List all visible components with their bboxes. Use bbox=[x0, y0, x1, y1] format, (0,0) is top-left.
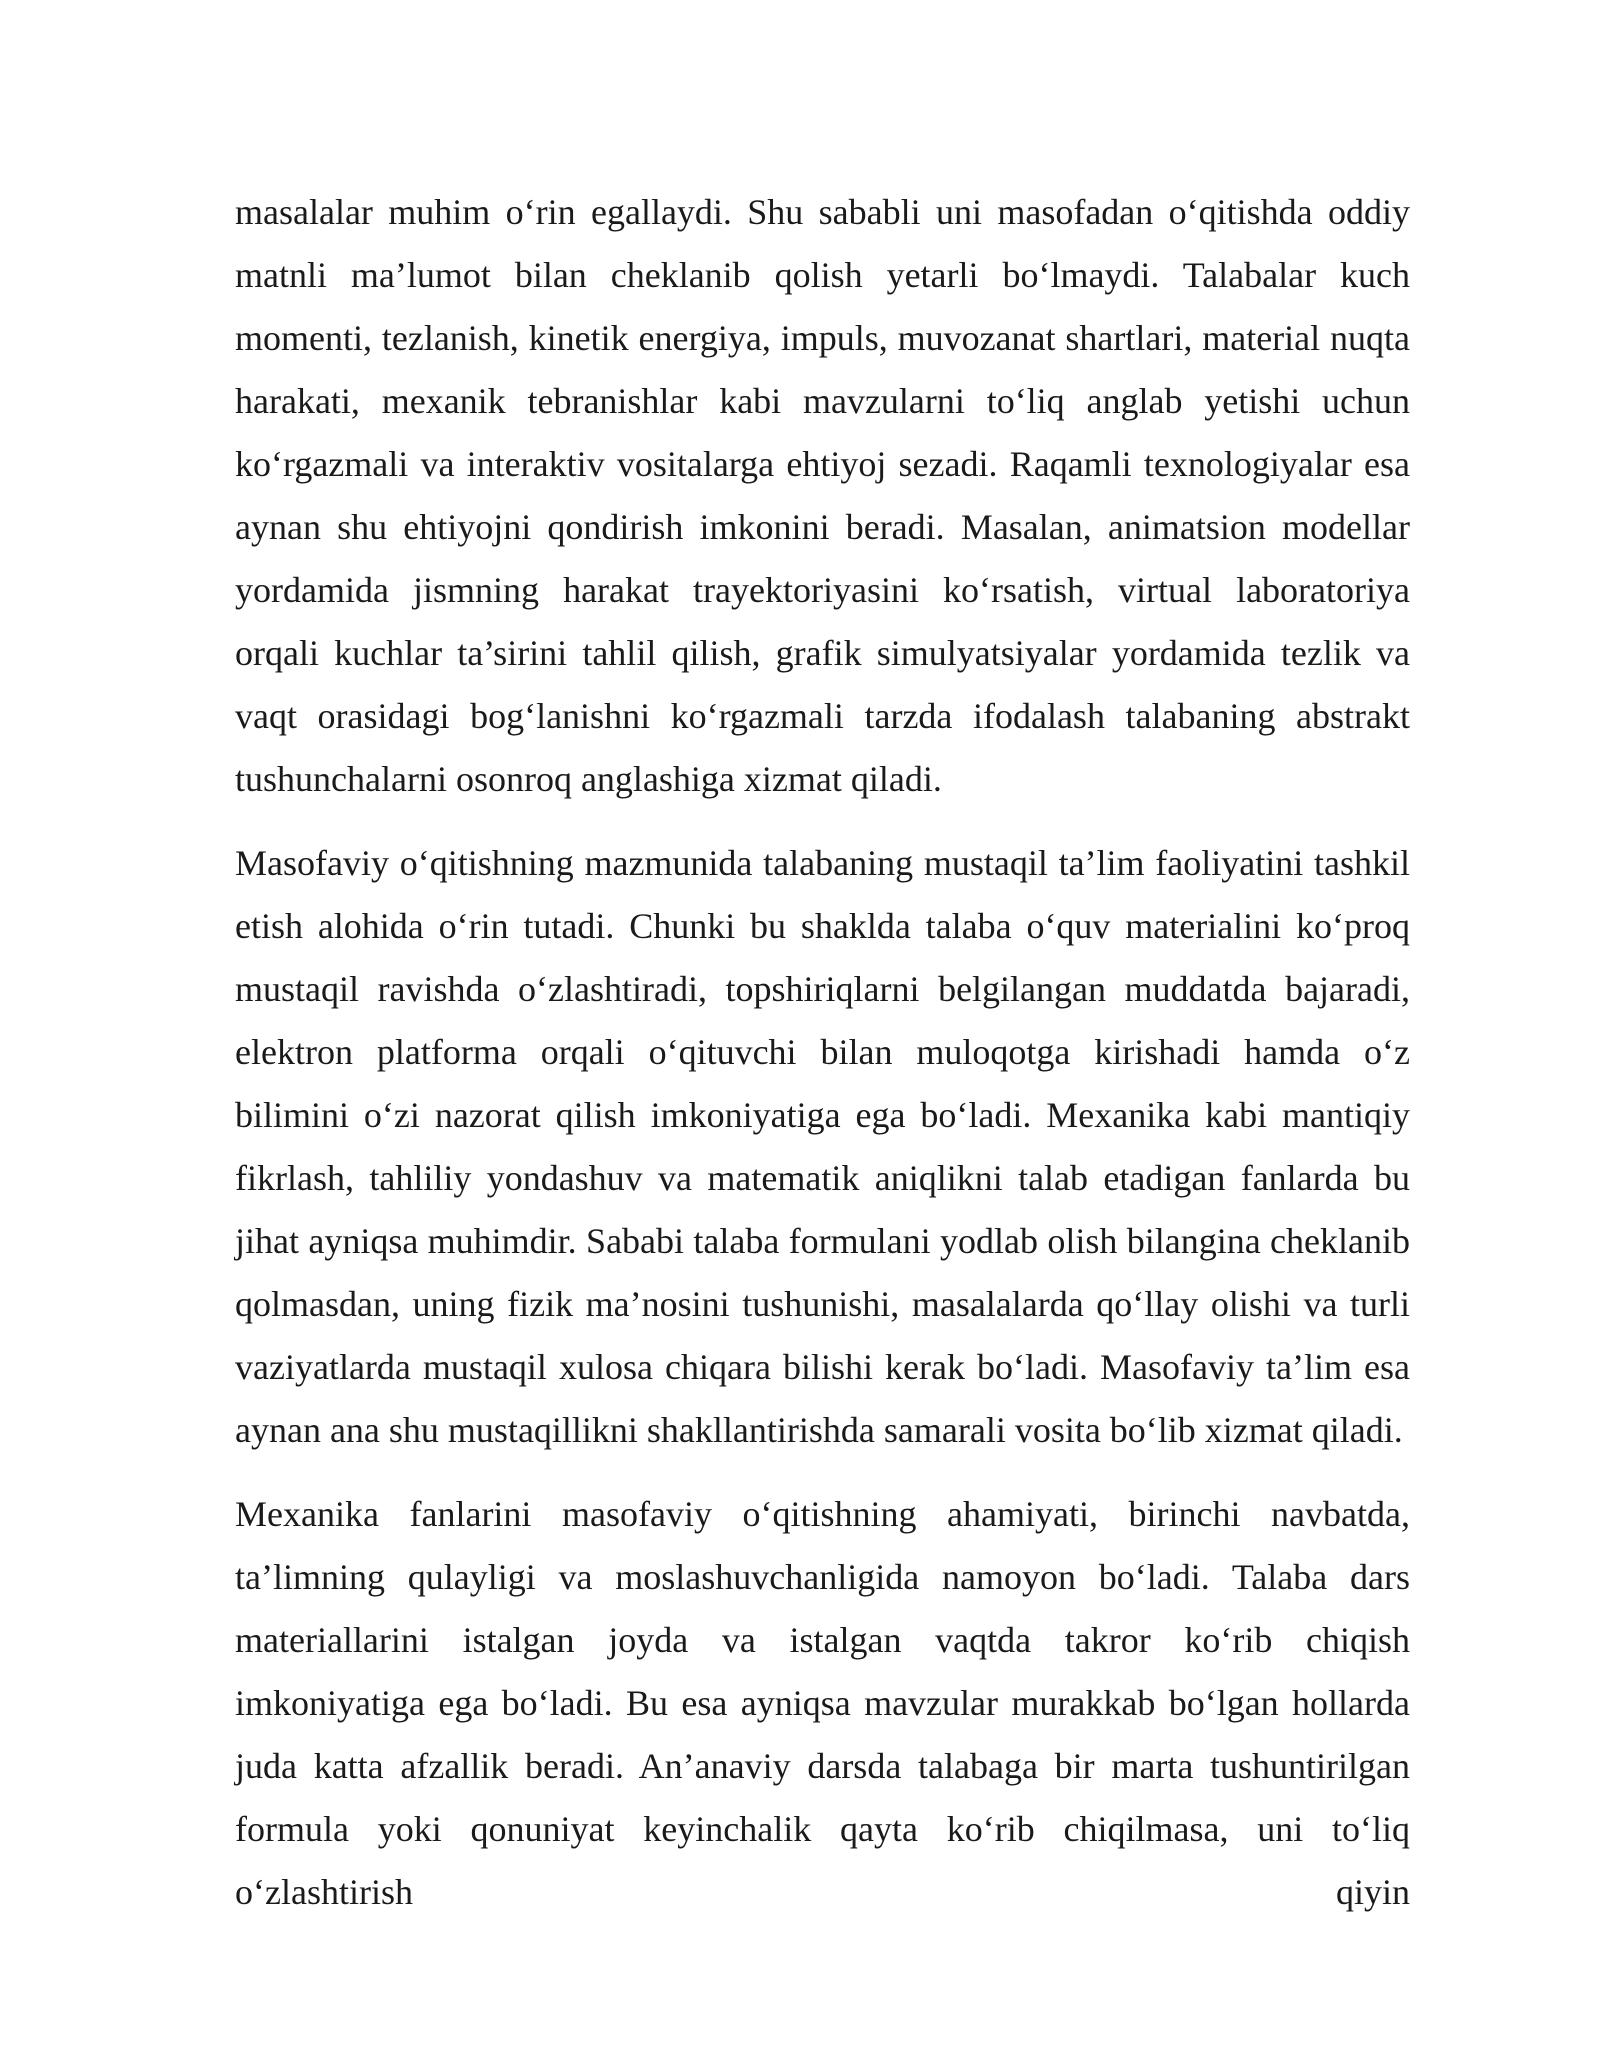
paragraph-1: masalalar muhim o‘rin egallaydi. Shu sababli uni masofadan o‘qitishda oddiy matnli ma’lumot bilan cheklanib qolish yetarli bo‘lmaydi. Talabalar kuch momenti, tezlanish, kinetik energiya, impuls, muvozanat shartlari, material nuqta harakati, mexanik tebranishlar kabi mavzularni to‘liq anglab yetishi uchun ko‘rgazmali va interaktiv vositalarga ehtiyoj sezadi. Raqamli texnologiyalar esa aynan shu ehtiyojni qondirish imkonini beradi. Masalan, animatsion modellar yordamida jismning harakat trayektoriyasini ko‘rsatish, virtual laboratoriya orqali kuchlar ta’sirini tahlil qilish, grafik simulyatsiyalar yordamida tezlik va vaqt orasidagi bog‘lanishni ko‘rgazmali tarzda ifodalash talabaning abstrakt tushunchalarni osonroq anglashiga xizmat qiladi. bbox=[235, 192, 1410, 799]
paragraph-2: Masofaviy o‘qitishning mazmunida talabaning mustaqil ta’lim faoliyatini tashkil etish alohida o‘rin tutadi. Chunki bu shaklda talaba o‘quv materialini ko‘proq mustaqil ravishda o‘zlashtiradi, topshiriqlarni belgilangan muddatda bajaradi, elektron platforma orqali o‘qituvchi bilan muloqotga kirishadi hamda o‘z bilimini o‘zi nazorat qilish imkoniyatiga ega bo‘ladi. Mexanika kabi mantiqiy fikrlash, tahliliy yondashuv va matematik aniqlikni talab etadigan fanlarda bu jihat ayniqsa muhimdir. Sababi talaba formulani yodlab olish bilangina cheklanib qolmasdan, uning fizik ma’nosini tushunishi, masalalarda qo‘llay olishi va turli vaziyatlarda mustaqil xulosa chiqara bilishi kerak bo‘ladi. Masofaviy ta’lim esa aynan ana shu mustaqillikni shakllantirishda samarali vosita bo‘lib xizmat qiladi. bbox=[235, 843, 1410, 1450]
paragraph-3: Mexanika fanlarini masofaviy o‘qitishning ahamiyati, birinchi navbatda, ta’limning qulayligi va moslashuvchanligida namoyon bo‘ladi. Talaba dars materiallarini istalgan joyda va istalgan vaqtda takror ko‘rib chiqish imkoniyatiga ega bo‘ladi. Bu esa ayniqsa mavzular murakkab bo‘lgan hollarda juda katta afzallik beradi. An’anaviy darsda talabaga bir marta tushuntirilgan formula yoki qonuniyat keyinchalik qayta ko‘rib chiqilmasa, uni to‘liq o‘zlashtirish qiyin bbox=[235, 1494, 1410, 1912]
body-text bbox=[235, 181, 1410, 1945]
